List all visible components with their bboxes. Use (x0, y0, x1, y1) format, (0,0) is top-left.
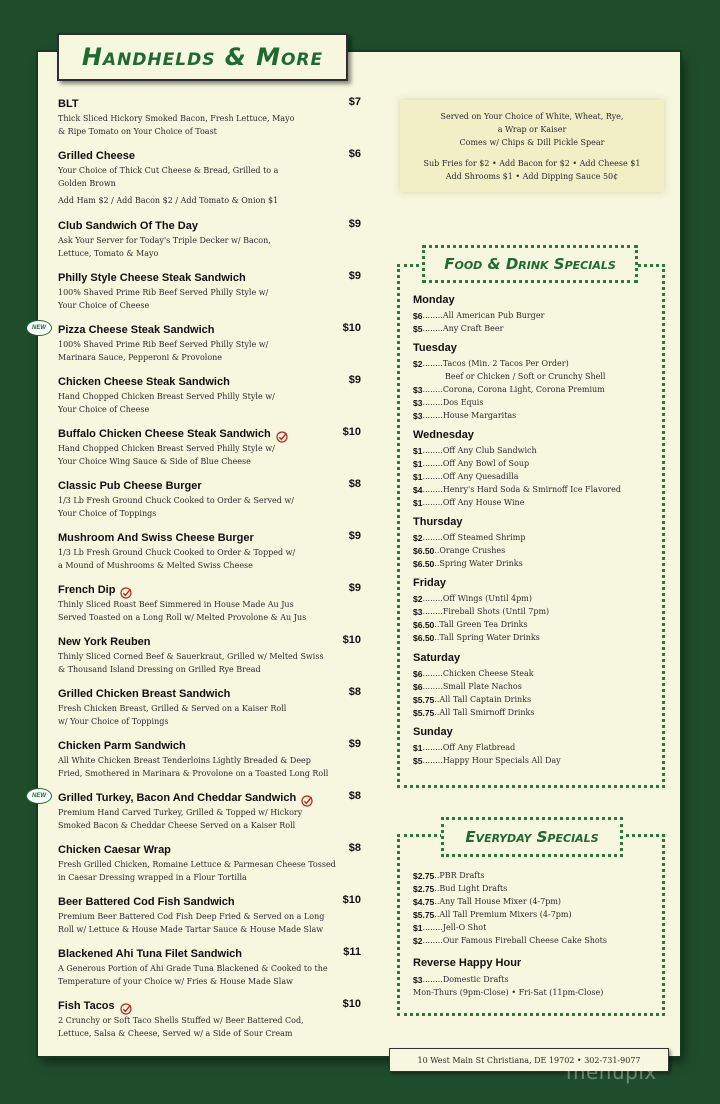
deal-text: Off Any Club Sandwich (442, 446, 537, 455)
menu-item-name: Blackened Ahi Tuna Filet Sandwich (58, 947, 242, 960)
recommended-check-icon (276, 428, 288, 440)
menu-item-title-row (58, 582, 364, 597)
deal-leader: ........ (422, 485, 443, 494)
special-day (413, 577, 657, 644)
menu-item-name: Club Sandwich Of The Day (58, 219, 198, 232)
special-deal (413, 396, 657, 409)
new-badge-icon: NEW (26, 788, 52, 804)
deal-text: Happy Hour Specials All Day (442, 756, 561, 765)
deal-amount: $2 (413, 532, 423, 543)
menu-item-description: Thinly Sliced Corned Beef & Sauerkraut, Grilled w/ Melted Swiss & Thousand Island Dressing on Grilled Rye Bread (58, 652, 324, 675)
deal-amount: $2 (413, 593, 423, 604)
served-line-2: a Wrap or Kaiser (497, 125, 567, 134)
deal-amount: $6 (413, 681, 423, 692)
menu-item-price: $9 (348, 270, 361, 282)
deal-amount: $6 (413, 668, 423, 679)
menu-item-description: 100% Shaved Prime Rib Beef Served Philly Style w/ Your Choice of Cheese (58, 288, 269, 311)
deal-text: Off Any Flatbread (442, 743, 516, 752)
deal-leader: .. (434, 620, 440, 629)
reverse-hours (413, 986, 657, 999)
special-day-name: Saturday (413, 652, 461, 664)
deal-leader: ........ (422, 923, 443, 932)
special-deal (413, 483, 657, 496)
menu-item-name: Philly Style Cheese Steak Sandwich (58, 271, 246, 284)
menu-item-name: New York Reuben (58, 635, 151, 648)
menu-item-title-row (58, 946, 364, 961)
special-deal (413, 557, 657, 570)
deal-text: All Tall Captain Drinks (439, 695, 532, 704)
menu-item-price: $9 (348, 374, 361, 386)
menu-item (58, 894, 364, 937)
deal-amount: $2.75 (413, 870, 435, 881)
deal-text: Jell-O Shot (442, 923, 487, 932)
served-line-5: Add Shrooms $1 • Add Dipping Sauce 50¢ (445, 172, 619, 181)
deal-amount: $5 (413, 755, 423, 766)
deal-text: Off Wings (Until 4pm) (442, 594, 532, 603)
special-deal (413, 444, 657, 457)
menu-item-name: Chicken Caesar Wrap (58, 843, 171, 856)
deal-text: Beef or Chicken / Soft or Crunchy Shell (445, 372, 606, 381)
special-day-name: Tuesday (413, 342, 457, 354)
menu-item-price: $9 (348, 218, 361, 230)
menu-item-title-row (58, 218, 364, 233)
special-deal (413, 470, 657, 483)
everyday-specials-title: Everyday Specials (465, 828, 599, 846)
deal-amount: $5 (413, 323, 423, 334)
deal-leader: ........ (422, 398, 443, 407)
menu-item (58, 96, 364, 139)
deal-leader: ........ (422, 743, 443, 752)
special-deal (413, 357, 657, 370)
deal-amount: $3 (413, 397, 423, 408)
menu-item-price: $10 (342, 634, 361, 646)
deal-leader: .. (434, 897, 440, 906)
deal-text: PBR Drafts (439, 871, 485, 880)
deal-text: Our Famous Fireball Cheese Cake Shots (442, 936, 607, 945)
menu-item (58, 270, 364, 313)
deal-leader: ........ (422, 975, 443, 984)
everyday-specials-title-box (441, 817, 623, 857)
special-deal (413, 496, 657, 509)
deal-leader: ........ (422, 411, 443, 420)
menu-item-title-row (58, 478, 364, 493)
footer-text: 10 West Main St Christiana, DE 19702 • 302-731-9077 (417, 1055, 641, 1065)
everyday-deals-list (413, 869, 657, 947)
menu-item-description: Fresh Chicken Breast, Grilled & Served on a Kaiser Roll w/ Your Choice of Toppings (58, 704, 287, 727)
menu-item-title-row (58, 634, 364, 649)
new-badge-icon: NEW (26, 320, 52, 336)
deal-text: Off Any House Wine (442, 498, 525, 507)
deal-leader: .. (434, 695, 440, 704)
deal-leader: ........ (422, 936, 443, 945)
special-day (413, 652, 657, 719)
section-title: Handhelds & More (81, 43, 324, 71)
deal-amount: $5.75 (413, 909, 435, 920)
menu-item-title-row (58, 374, 364, 389)
menu-item-title-row (58, 998, 364, 1013)
special-deal (413, 667, 657, 680)
special-deal (413, 409, 657, 422)
deal-leader: ........ (422, 359, 443, 368)
deal-text: Orange Crushes (439, 546, 506, 555)
deal-amount: $6.50 (413, 545, 435, 556)
special-deal (413, 309, 657, 322)
menu-item-price: $10 (342, 426, 361, 438)
menu-item-name: Chicken Parm Sandwich (58, 739, 186, 752)
deal-amount: $2 (413, 935, 423, 946)
menu-item-price: $8 (348, 842, 361, 854)
deal-amount: $1 (413, 471, 423, 482)
menu-item-description: 1/3 Lb Fresh Ground Chuck Cooked to Order & Topped w/ a Mound of Mushrooms & Melted Swiss Cheese (58, 548, 296, 571)
menu-item-description: Hand Chopped Chicken Breast Served Philly Style w/ Your Choice of Cheese (58, 392, 275, 415)
menu-item-name: French Dip (58, 583, 116, 596)
deal-leader: ........ (422, 472, 443, 481)
menu-item-price: $9 (348, 738, 361, 750)
deal-leader: .. (434, 559, 440, 568)
menu-item-description: 1/3 Lb Fresh Ground Chuck Cooked to Order & Served w/ Your Choice of Toppings (58, 496, 294, 519)
menu-item-title-row (58, 686, 364, 701)
deal-leader: ........ (422, 324, 443, 333)
food-drink-specials-title-box (422, 245, 638, 283)
deal-text: Corona, Corona Light, Corona Premium (442, 385, 605, 394)
menu-item-name: Buffalo Chicken Cheese Steak Sandwich (58, 427, 271, 440)
menu-item-title-row (58, 738, 364, 753)
menu-item (58, 686, 364, 729)
deal-amount: $6 (413, 310, 423, 321)
menu-item (32, 790, 364, 833)
menu-item-name: Beer Battered Cod Fish Sandwich (58, 895, 235, 908)
special-day (413, 342, 657, 422)
menu-item-description: Ask Your Server for Today's Triple Decker w/ Bacon, Lettuce, Tomato & Mayo (58, 236, 271, 259)
deal-text: Spring Water Drinks (439, 559, 523, 568)
deal-text: Bud Light Drafts (439, 884, 508, 893)
served-line-1: Served on Your Choice of White, Wheat, Rye, (440, 112, 624, 121)
deal-leader: ........ (422, 498, 443, 507)
deal-amount: $6.50 (413, 619, 435, 630)
deal-text: Tall Green Tea Drinks (439, 620, 528, 629)
menu-item-price: $8 (348, 790, 361, 802)
deal-text: Henry's Hard Soda & Smirnoff Ice Flavored (442, 485, 621, 494)
menu-item-name: Classic Pub Cheese Burger (58, 479, 202, 492)
special-deal (413, 322, 657, 335)
menu-item-price: $10 (342, 998, 361, 1010)
deal-text: All Tall Premium Mixers (4-7pm) (439, 910, 572, 919)
deal-text: Off Steamed Shrimp (442, 533, 526, 542)
special-deal (413, 754, 657, 767)
special-deal (413, 457, 657, 470)
special-day (413, 429, 657, 509)
deal-amount: $3 (413, 606, 423, 617)
menu-item-title-row (58, 96, 364, 111)
served-info-box (400, 100, 664, 192)
special-deal (413, 693, 657, 706)
menu-item (58, 530, 364, 573)
special-deal (413, 592, 657, 605)
deal-text: Any Tall House Mixer (4-7pm) (439, 897, 562, 906)
special-deal (413, 934, 657, 947)
menu-item-price: $9 (348, 530, 361, 542)
food-drink-specials-title: Food & Drink Specials (444, 255, 616, 273)
menu-item-title-row (58, 322, 364, 337)
menu-item-description: Thick Sliced Hickory Smoked Bacon, Fresh Lettuce, Mayo & Ripe Tomato on Your Choice of Toast (58, 114, 295, 137)
menu-item-description: Premium Beer Battered Cod Fish Deep Fried & Served on a Long Roll w/ Lettuce & House Made Tartar Sauce & House Made Slaw (58, 912, 325, 935)
deal-leader: ........ (422, 682, 443, 691)
menu-item-description: Premium Hand Carved Turkey, Grilled & Topped w/ Hickory Smoked Bacon & Cheddar Cheese Served on a Kaiser Roll (58, 808, 303, 831)
menu-item (58, 148, 364, 205)
menu-item-description: Hand Chopped Chicken Breast Served Philly Style w/ Your Choice Wing Sauce & Side of Blue Cheese (58, 444, 275, 467)
menu-item-title-row (58, 270, 364, 285)
section-heading-box (57, 33, 348, 81)
menu-item-description: Fresh Grilled Chicken, Romaine Lettuce & Parmesan Cheese Tossed in Caesar Dressing wrapped in a Flour Tortilla (58, 860, 336, 883)
deal-leader: .. (434, 708, 440, 717)
special-deal (413, 741, 657, 754)
menu-item-description: 2 Crunchy or Soft Taco Shells Stuffed w/ Beer Battered Cod, Lettuce, Salsa & Cheese, Served w/ a Side of Sour Cream (58, 1016, 304, 1039)
special-day (413, 726, 657, 767)
deal-leader: .. (434, 633, 440, 642)
menu-item-title-row (58, 842, 364, 857)
menu-item (58, 582, 364, 625)
deal-leader: ........ (422, 385, 443, 394)
deal-amount: $2.75 (413, 883, 435, 894)
special-day-name: Monday (413, 294, 455, 306)
deal-text: Off Any Bowl of Soup (442, 459, 530, 468)
deal-amount: $3 (413, 410, 423, 421)
special-deal (413, 908, 657, 921)
deal-leader: .. (434, 546, 440, 555)
special-day-name: Wednesday (413, 429, 474, 441)
deal-leader: .. (434, 871, 440, 880)
menu-item (58, 634, 364, 677)
deal-amount: $4.75 (413, 896, 435, 907)
deal-text: Off Any Quesadilla (442, 472, 519, 481)
special-deal (413, 973, 657, 986)
served-line-4: Sub Fries for $2 • Add Bacon for $2 • Add Cheese $1 (423, 159, 641, 168)
deal-amount: $1 (413, 497, 423, 508)
deal-leader: ........ (422, 446, 443, 455)
menu-item (58, 738, 364, 781)
menu-item-name: Grilled Chicken Breast Sandwich (58, 687, 231, 700)
menu-item (58, 426, 364, 469)
deal-leader: ........ (422, 607, 443, 616)
deal-text: Small Plate Nachos (442, 682, 522, 691)
deal-amount: $1 (413, 922, 423, 933)
recommended-check-icon (120, 1000, 132, 1012)
special-deal (413, 921, 657, 934)
menu-item-description: A Generous Portion of Ahi Grade Tuna Blackened & Cooked to the Temperature of your Choice w/ Fries & House Made Slaw (58, 964, 328, 987)
special-deal (413, 544, 657, 557)
special-deal (413, 869, 657, 882)
deal-text: Fireball Shots (Until 7pm) (442, 607, 550, 616)
recommended-check-icon (301, 792, 313, 804)
special-deal (413, 370, 657, 383)
deal-leader: .. (434, 910, 440, 919)
menu-item (58, 374, 364, 417)
menu-item-price: $6 (348, 148, 361, 160)
special-deal (413, 631, 657, 644)
menu-item-description: 100% Shaved Prime Rib Beef Served Philly Style w/ Marinara Sauce, Pepperoni & Provolone (58, 340, 269, 363)
menu-item (58, 478, 364, 521)
menu-item-name: Pizza Cheese Steak Sandwich (58, 323, 215, 336)
menu-item (58, 998, 364, 1041)
menu-item-price: $10 (342, 322, 361, 334)
menu-item-price: $9 (348, 582, 361, 594)
reverse-hours-text: Mon-Thurs (9pm-Close) • Fri-Sat (11pm-Close) (413, 988, 604, 997)
special-deal (413, 882, 657, 895)
deal-amount: $1 (413, 445, 423, 456)
menu-item-name: Chicken Cheese Steak Sandwich (58, 375, 230, 388)
menu-item-name: BLT (58, 97, 79, 110)
special-deal (413, 605, 657, 618)
special-day-name: Sunday (413, 726, 453, 738)
special-deal (413, 383, 657, 396)
deal-text: House Margaritas (442, 411, 517, 420)
menu-item-title-row (58, 790, 364, 805)
menu-item-addon: Add Ham $2 / Add Bacon $2 / Add Tomato & Onion $1 (58, 195, 279, 205)
special-deal (413, 895, 657, 908)
menu-item-name: Fish Tacos (58, 999, 115, 1012)
deal-leader: ........ (422, 459, 443, 468)
menu-item-title-row (58, 894, 364, 909)
served-line-3: Comes w/ Chips & Dill Pickle Spear (459, 138, 605, 147)
menu-item (58, 842, 364, 885)
menu-item-name: Mushroom And Swiss Cheese Burger (58, 531, 254, 544)
deal-leader: ........ (422, 756, 443, 765)
menu-item-price: $7 (348, 96, 361, 108)
reverse-happy-hour-title: Reverse Happy Hour (413, 957, 522, 969)
deal-amount: $5.75 (413, 707, 435, 718)
deal-text: Tacos (Min. 2 Tacos Per Order) (442, 359, 569, 368)
deal-amount: $1 (413, 458, 423, 469)
menu-item (58, 946, 364, 989)
recommended-check-icon (120, 584, 132, 596)
deal-text: All Tall Smirnoff Drinks (439, 708, 535, 717)
deal-text: Dos Equis (442, 398, 484, 407)
menu-item (58, 218, 364, 261)
menu-item-title-row (58, 426, 364, 441)
deal-leader: ........ (422, 594, 443, 603)
deal-amount: $6.50 (413, 558, 435, 569)
deal-amount: $3 (413, 974, 423, 985)
deal-leader: ........ (422, 533, 443, 542)
deal-text: Domestic Drafts (442, 975, 509, 984)
deal-leader: .. (434, 884, 440, 893)
menu-item-price: $8 (348, 478, 361, 490)
menu-item-price: $8 (348, 686, 361, 698)
special-deal (413, 706, 657, 719)
deal-amount: $1 (413, 742, 423, 753)
menu-item-name: Grilled Cheese (58, 149, 136, 162)
menu-item-description: Your Choice of Thick Cut Cheese & Bread, Grilled to a Golden Brown (58, 166, 279, 189)
deal-text: Chicken Cheese Steak (442, 669, 534, 678)
deal-leader: ........ (422, 669, 443, 678)
special-deal (413, 531, 657, 544)
deal-amount: $3 (413, 384, 423, 395)
menu-item-price: $11 (343, 946, 361, 958)
menu-item-title-row (58, 148, 364, 163)
menu-item-price: $10 (342, 894, 361, 906)
special-deal (413, 618, 657, 631)
deal-amount: $2 (413, 358, 423, 369)
deal-text: All American Pub Burger (442, 311, 545, 320)
special-deal (413, 680, 657, 693)
deal-amount: $4 (413, 484, 423, 495)
deal-text: Tall Spring Water Drinks (439, 633, 540, 642)
deal-text: Any Craft Beer (442, 324, 504, 333)
menu-item-title-row (58, 530, 364, 545)
deal-amount: $5.75 (413, 694, 435, 705)
deal-leader: ........ (422, 311, 443, 320)
reverse-happy-hour-list (413, 973, 657, 999)
menu-item-description: All White Chicken Breast Tenderloins Lightly Breaded & Deep Fried, Smothered in Marinara & Provolone on a Toasted Long Roll (58, 756, 329, 779)
special-day-name: Thursday (413, 516, 463, 528)
menu-item-description: Thinly Sliced Roast Beef Simmered in House Made Au Jus Served Toasted on a Long Roll w/ Melted Provolone & Au Jus (58, 600, 307, 623)
menu-item-name: Grilled Turkey, Bacon And Cheddar Sandwich (58, 791, 297, 804)
watermark: menupix (566, 1060, 657, 1084)
deal-amount: $6.50 (413, 632, 435, 643)
menu-item (32, 322, 364, 365)
special-day (413, 294, 657, 335)
special-day-name: Friday (413, 577, 447, 589)
special-day (413, 516, 657, 570)
